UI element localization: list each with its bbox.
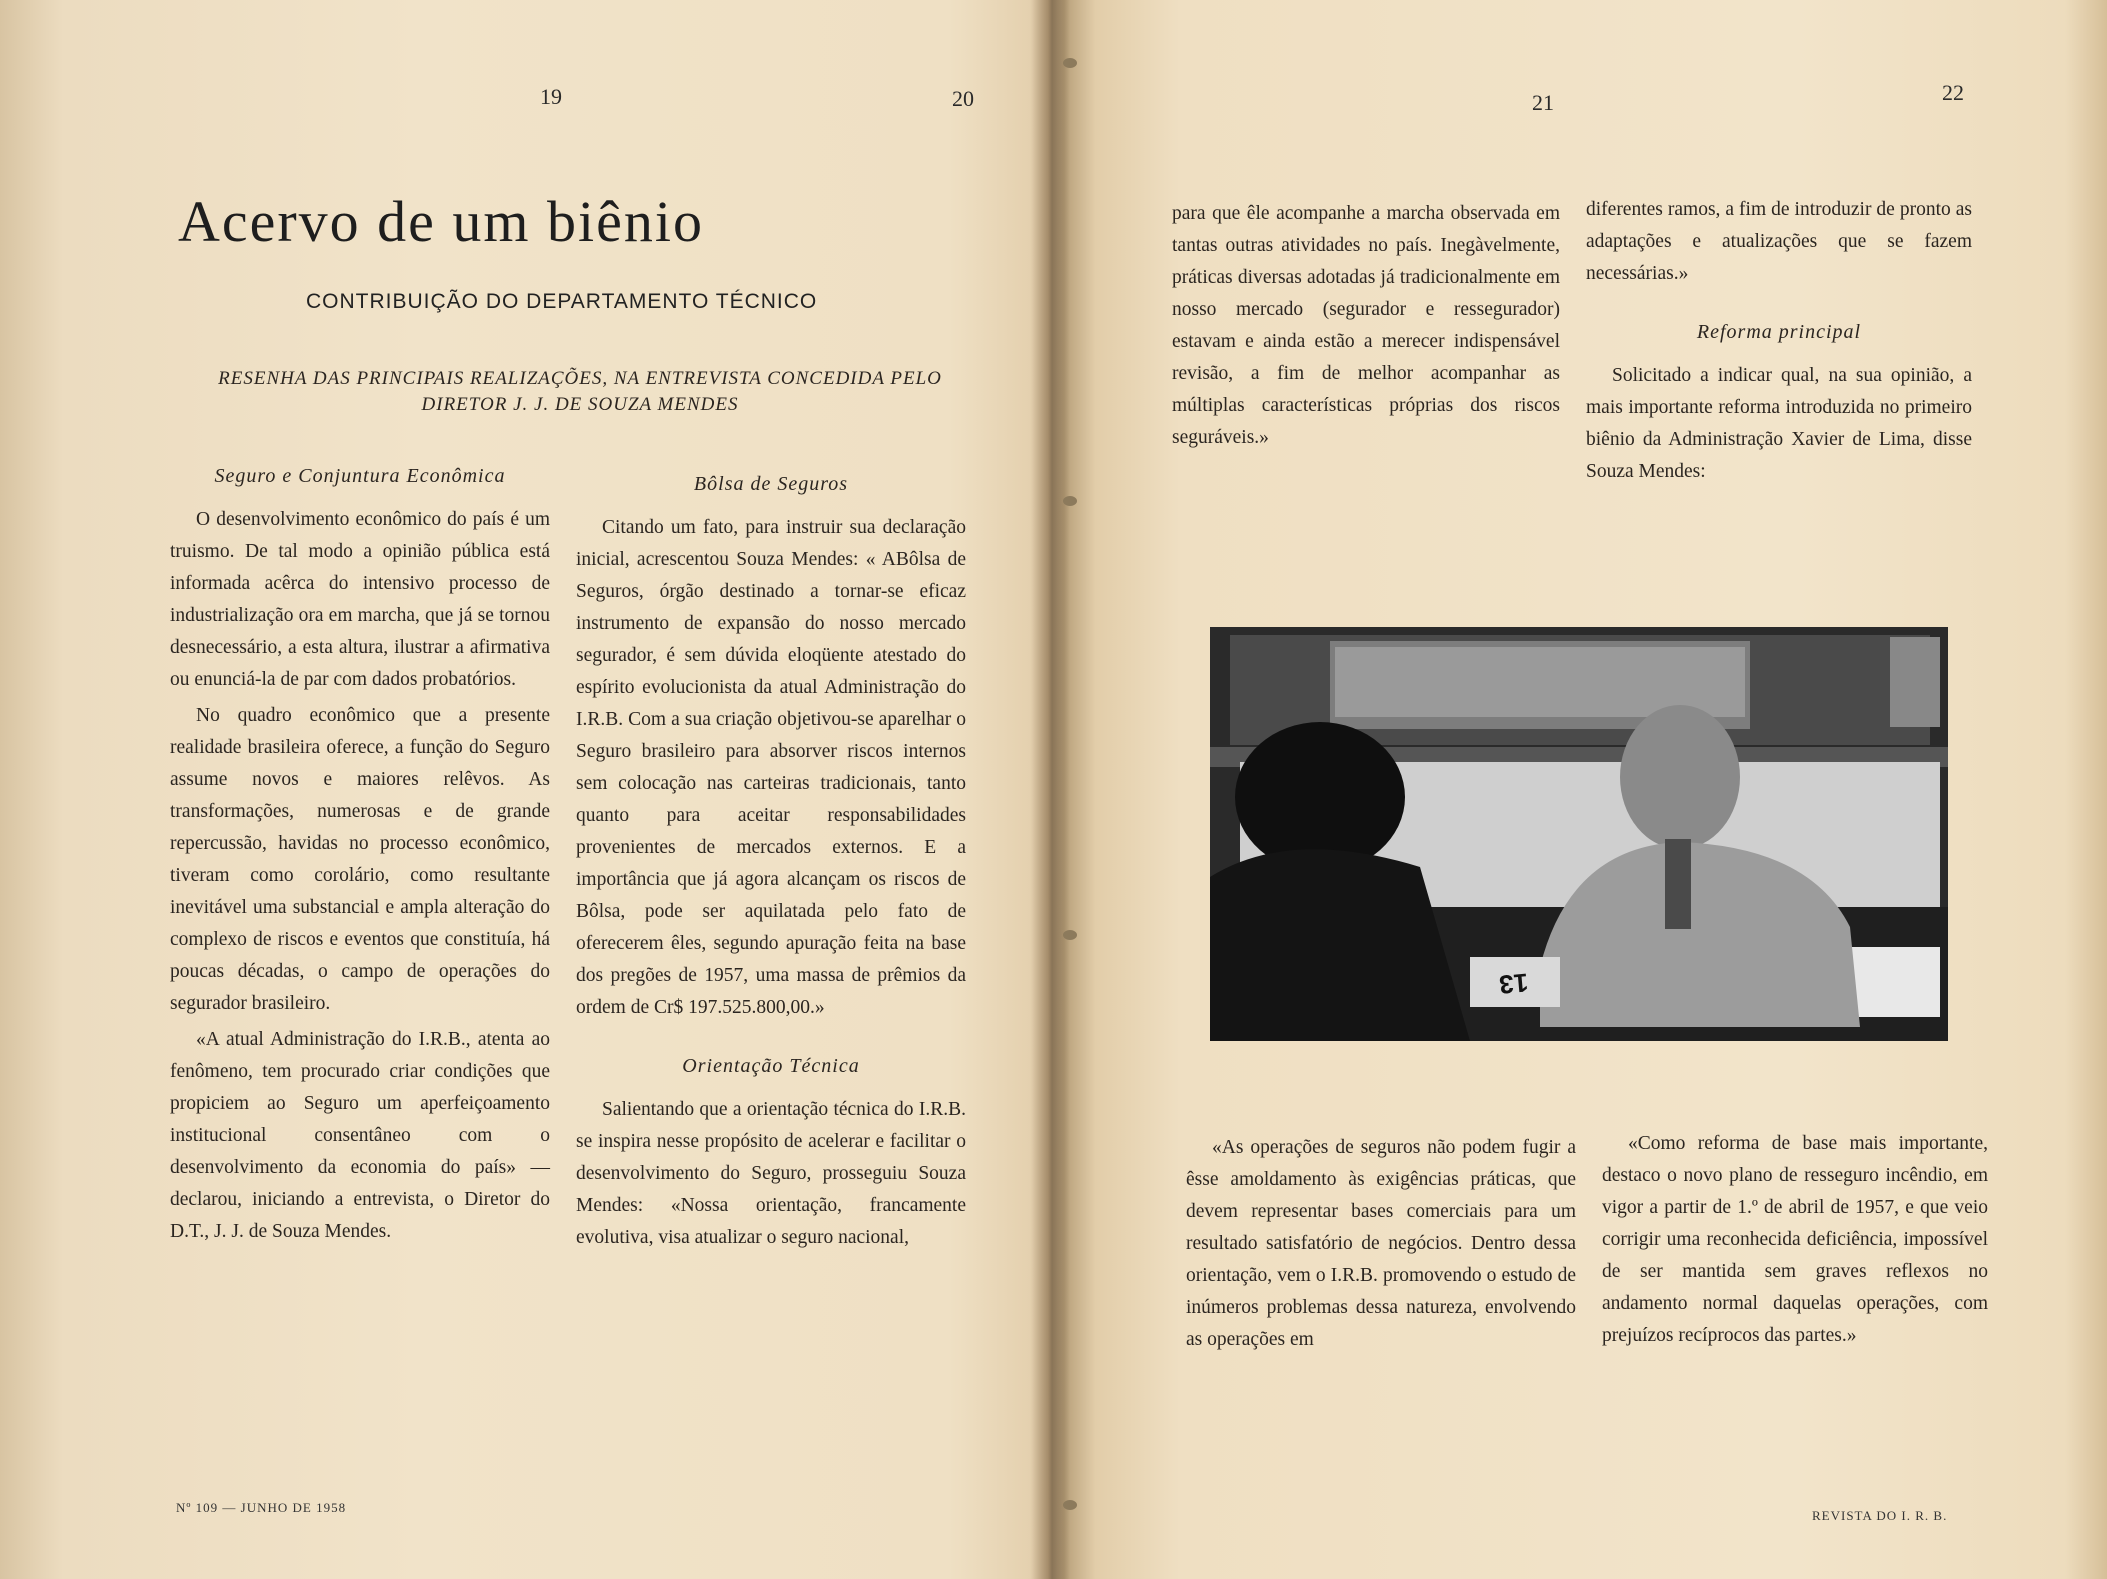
column-3-bottom: [1186, 1132, 1576, 1360]
page-footer-right: REVISTA DO I. R. B.: [1812, 1508, 1948, 1523]
paragraph: Citando um fato, para instruir sua declaração inicial, acrescentou Souza Mendes: « ABôlsa de Seguros, órgão destinado a tornar-se eficaz instrumento de expansão do nosso mercado segurador, é sem dúvida eloqüente atestado do espírito evolucionista da atual Administração do I.R.B. Com a sua criação objetivou-se aparelhar o Seguro brasileiro para absorver riscos internos sem colocação nas carteiras tradicionais, tanto quanto para aceitar responsabilidades provenientes de mercados externos. E a importância que já agora alcançam os riscos de Bôlsa, pode ser aquilatada pelo fato de oferecerem êles, segundo apuração feita na base dos pregões de 1957, uma massa de prêmios da ordem de Cr$ 197.525.800,00.»: [576, 517, 966, 1018]
column-2: [576, 470, 966, 1258]
article-intro: RESENHA DAS PRINCIPAIS REALIZAÇÕES, NA ENTREVISTA CONCEDIDA PELO DIRETOR J. J. DE SOUZA MENDES: [218, 368, 942, 415]
column-4-top: [1586, 194, 1972, 492]
interview-photo: [1210, 627, 1948, 1041]
article-subtitle: CONTRIBUIÇÃO DO DEPARTAMENTO TÉCNICO: [306, 290, 818, 313]
page-number-22: 22: [1942, 80, 1964, 105]
paragraph: O desenvolvimento econômico do país é um truismo. De tal modo a opinião pública está informada acêrca do intensivo processo de industrialização ora em marcha, que já se tornou desnecessário, a esta altura, ilustrar a afirmativa ou enunciá-la de par com dados probatórios.: [170, 509, 550, 690]
column-4-bottom: [1602, 1128, 1988, 1356]
page-number-21: 21: [1532, 90, 1554, 115]
paragraph: «A atual Administração do I.R.B., atenta ao fenômeno, tem procurado criar condições que propiciem ao Seguro um aperfeiçoamento institucional consentâneo com o desenvolvimento da economia do país» — declarou, iniciando a entrevista, o Diretor do D.T., J. J. de Souza Mendes.: [170, 1029, 550, 1242]
article-title: Acervo de um biênio: [178, 189, 705, 254]
section-heading: Bôlsa de Seguros: [693, 473, 849, 495]
section-heading: Seguro e Conjuntura Econômica: [214, 465, 506, 487]
section-heading: Orientação Técnica: [682, 1055, 860, 1077]
page-number-20: 20: [952, 86, 974, 111]
column-3-top: [1172, 198, 1560, 458]
page-number-19: 19: [540, 84, 562, 109]
section-heading: Reforma principal: [1696, 321, 1862, 343]
left-page: [0, 0, 1040, 1579]
paragraph: Solicitado a indicar qual, na sua opinião, a mais importante reforma introduzida no primeiro biênio da Administração Xavier de Lima, disse Souza Mendes:: [1586, 365, 1972, 482]
paragraph: diferentes ramos, a fim de introduzir de pronto as adaptações e atualizações que se fazem necessárias.»: [1586, 199, 1972, 284]
photo-sign-text: 13: [1497, 967, 1530, 1000]
paragraph: «Como reforma de base mais importante, destaco o novo plano de resseguro incêndio, em vigor a partir de 1.º de abril de 1957, e que veio corrigir uma reconhecida deficiência, impossível de ser mantida sem graves reflexos no andamento normal daquelas operações, com prejuízos recíprocos das partes.»: [1602, 1133, 1988, 1346]
paragraph: Salientando que a orientação técnica do I.R.B. se inspira nesse propósito de acelerar e facilitar o desenvolvimento do Seguro, prosseguiu Souza Mendes: «Nossa orientação, francamente evolutiva, visa atualizar o seguro nacional,: [576, 1099, 966, 1248]
paragraph: «As operações de seguros não podem fugir a êsse amoldamento às exigências práticas, que devem representar bases comerciais para um resultado satisfatório de negócios. Dentro dessa orientação, vem o I.R.B. promovendo o estudo de inúmeros problemas dessa natureza, envolvendo as operações em: [1186, 1137, 1576, 1350]
page-footer-left: Nº 109 — JUNHO DE 1958: [176, 1500, 347, 1515]
column-1: [170, 462, 550, 1252]
paragraph: para que êle acompanhe a marcha observada em tantas outras atividades no país. Inegàvelmente, práticas diversas adotadas já tradicionalmente em nosso mercado (segurador e ressegurador) estavam e ainda estão a merecer indispensável revisão, a fim de melhor acompanhar as múltiplas características próprias dos riscos seguráveis.»: [1172, 203, 1560, 448]
paragraph: No quadro econômico que a presente realidade brasileira oferece, a função do Seguro assume novos e maiores relêvos. As transformações, numerosas e de grande repercussão, havidas no processo econômico, tiveram como corolário, como resultante inevitável uma substancial e ampla alteração do complexo de riscos e eventos que constituía, há poucas décadas, o campo de operações do segurador brasileiro.: [170, 705, 550, 1014]
